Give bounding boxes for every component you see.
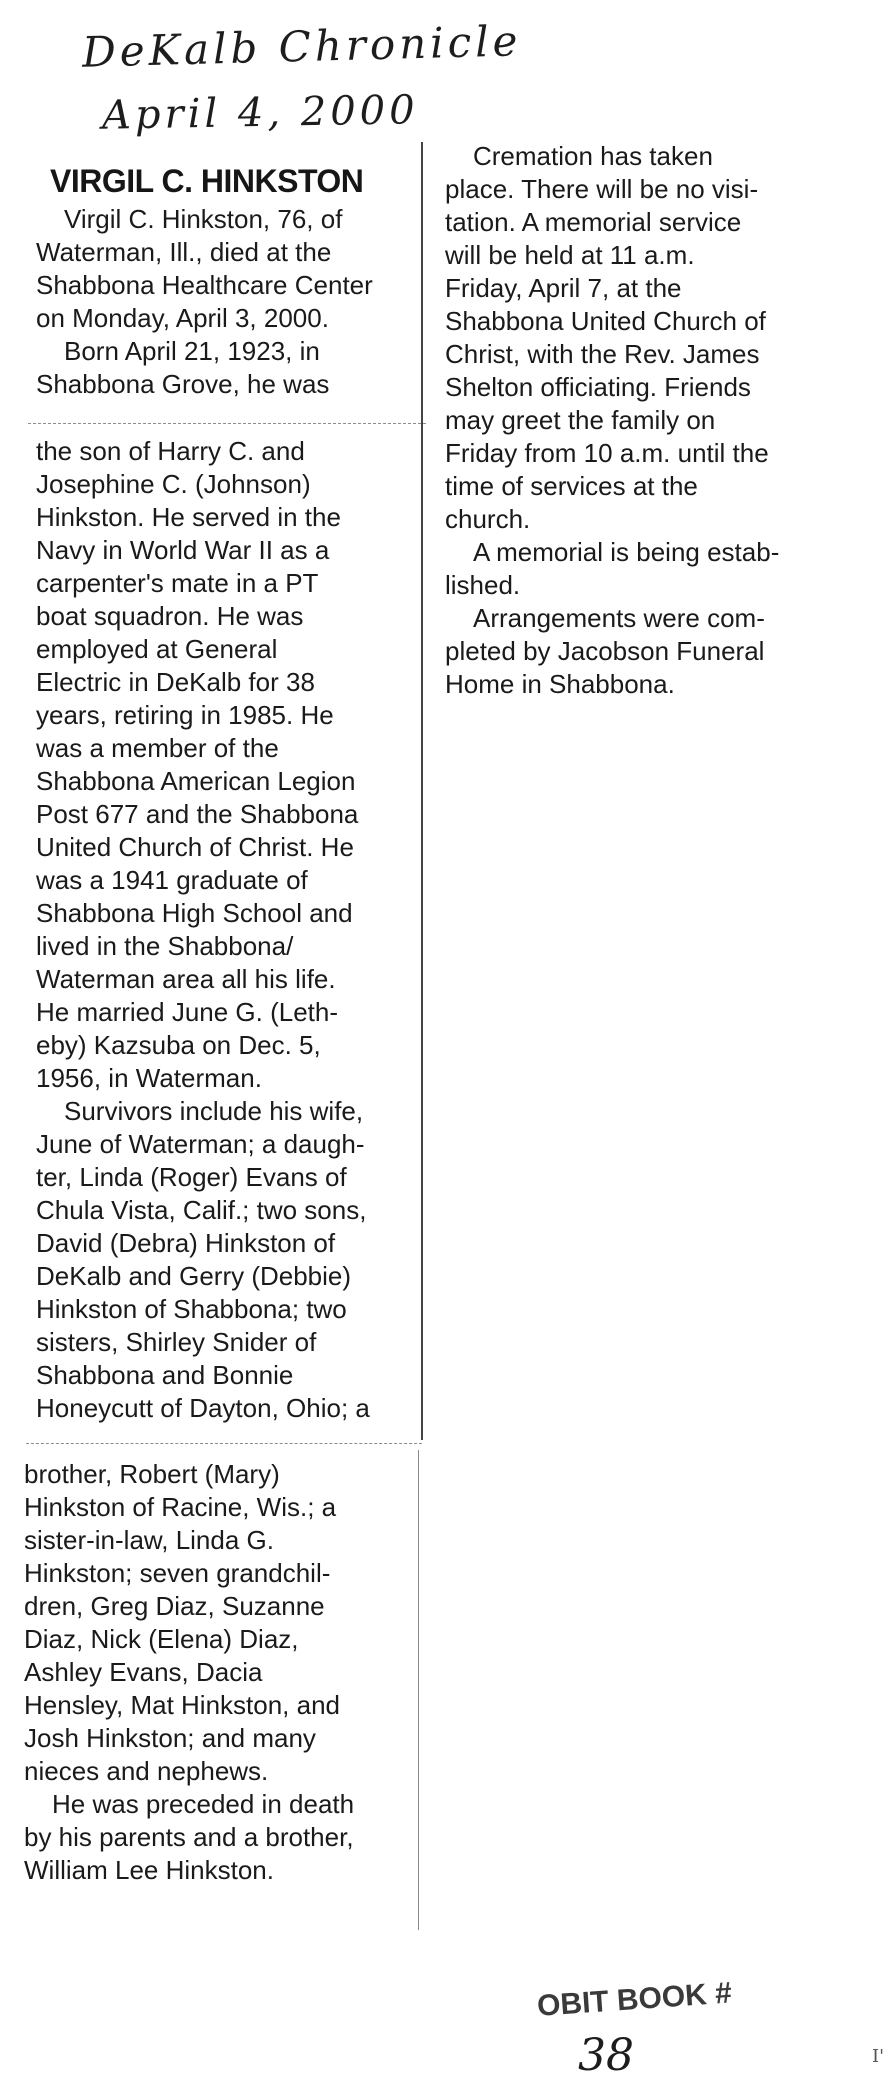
text-line: Diaz, Nick (Elena) Diaz, bbox=[24, 1624, 299, 1654]
text-line: Post 677 and the Shabbona bbox=[36, 799, 359, 829]
text-line: Honeycutt of Dayton, Ohio; a bbox=[36, 1393, 370, 1423]
text-line: Shabbona United Church of bbox=[445, 306, 766, 336]
text-line: brother, Robert (Mary) bbox=[24, 1459, 280, 1489]
text-line: ter, Linda (Roger) Evans of bbox=[36, 1162, 347, 1192]
obit-book-number: 38 bbox=[578, 2030, 634, 2081]
text-line: boat squadron. He was bbox=[36, 601, 304, 631]
text-line: Shabbona Healthcare Center bbox=[36, 270, 373, 300]
text-line: tation. A memorial service bbox=[445, 207, 742, 237]
text-line: Hinkston of Racine, Wis.; a bbox=[24, 1492, 337, 1522]
text-line: Friday, April 7, at the bbox=[445, 273, 682, 303]
text-line: the son of Harry C. and bbox=[36, 436, 305, 466]
text-line: Shabbona and Bonnie bbox=[36, 1360, 294, 1390]
text-line: Born April 21, 1923, in bbox=[64, 336, 320, 366]
text-line: church. bbox=[445, 504, 531, 534]
text-line: pleted by Jacobson Funeral bbox=[445, 636, 765, 666]
text-line: DeKalb and Gerry (Debbie) bbox=[36, 1261, 352, 1291]
text-line: Hinkston; seven grandchil- bbox=[24, 1558, 331, 1588]
column-divider bbox=[418, 1450, 419, 1930]
text-line: lished. bbox=[445, 570, 521, 600]
text-line: Shabbona American Legion bbox=[36, 766, 356, 796]
text-line: Chula Vista, Calif.; two sons, bbox=[36, 1195, 367, 1225]
text-line: sisters, Shirley Snider of bbox=[36, 1327, 317, 1357]
clipping-cut-line bbox=[26, 1443, 422, 1444]
edge-mark: I' bbox=[872, 2046, 885, 2067]
clipping-cut-line bbox=[28, 423, 426, 424]
text-line: 1956, in Waterman. bbox=[36, 1063, 262, 1093]
text-line: Ashley Evans, Dacia bbox=[24, 1657, 263, 1687]
text-line: Friday from 10 a.m. until the bbox=[445, 438, 769, 468]
column-divider bbox=[421, 142, 423, 1440]
text-line: He married June G. (Leth- bbox=[36, 997, 339, 1027]
text-line: place. There will be no visi- bbox=[445, 174, 759, 204]
text-line: Navy in World War II as a bbox=[36, 535, 330, 565]
obituary-headline: VIRGIL C. HINKSTON bbox=[50, 163, 364, 199]
obituary-column-right bbox=[445, 140, 779, 701]
text-line: Virgil C. Hinkston, 76, of bbox=[64, 204, 343, 234]
text-line: on Monday, April 3, 2000. bbox=[36, 303, 329, 333]
text-line: Survivors include his wife, bbox=[64, 1096, 364, 1126]
text-line: was a 1941 graduate of bbox=[36, 865, 308, 895]
text-line: Waterman area all his life. bbox=[36, 964, 336, 994]
text-line: June of Waterman; a daugh- bbox=[36, 1129, 365, 1159]
text-line: A memorial is being estab- bbox=[473, 537, 780, 567]
text-line: eby) Kazsuba on Dec. 5, bbox=[36, 1030, 321, 1060]
text-line: William Lee Hinkston. bbox=[24, 1855, 274, 1885]
text-line: nieces and nephews. bbox=[24, 1756, 269, 1786]
text-line: Shabbona High School and bbox=[36, 898, 353, 928]
text-line: David (Debra) Hinkston of bbox=[36, 1228, 336, 1258]
text-line: sister-in-law, Linda G. bbox=[24, 1525, 274, 1555]
obituary-column-segment-1 bbox=[36, 203, 373, 401]
text-line: Josh Hinkston; and many bbox=[24, 1723, 316, 1753]
text-line: Arrangements were com- bbox=[473, 603, 765, 633]
text-line: He was preceded in death bbox=[52, 1789, 355, 1819]
obit-book-stamp: OBIT BOOK # bbox=[536, 1976, 733, 2023]
text-line: years, retiring in 1985. He bbox=[36, 700, 334, 730]
text-line: lived in the Shabbona/ bbox=[36, 931, 294, 961]
text-line: by his parents and a brother, bbox=[24, 1822, 354, 1852]
text-line: Waterman, Ill., died at the bbox=[36, 237, 332, 267]
text-line: Hinkston of Shabbona; two bbox=[36, 1294, 347, 1324]
text-line: Cremation has taken bbox=[473, 141, 713, 171]
text-line: Electric in DeKalb for 38 bbox=[36, 667, 315, 697]
text-line: was a member of the bbox=[36, 733, 279, 763]
obituary-column-segment-3 bbox=[24, 1458, 354, 1887]
handwritten-date: April 4, 2000 bbox=[101, 87, 419, 139]
text-line: Josephine C. (Johnson) bbox=[36, 469, 311, 499]
text-line: may greet the family on bbox=[445, 405, 716, 435]
text-line: Hensley, Mat Hinkston, and bbox=[24, 1690, 340, 1720]
text-line: Shelton officiating. Friends bbox=[445, 372, 751, 402]
text-line: carpenter's mate in a PT bbox=[36, 568, 319, 598]
obituary-column-segment-2 bbox=[36, 435, 370, 1425]
text-line: dren, Greg Diaz, Suzanne bbox=[24, 1591, 325, 1621]
text-line: Shabbona Grove, he was bbox=[36, 369, 330, 399]
text-line: Home in Shabbona. bbox=[445, 669, 675, 699]
text-line: Hinkston. He served in the bbox=[36, 502, 341, 532]
text-line: Christ, with the Rev. James bbox=[445, 339, 760, 369]
text-line: United Church of Christ. He bbox=[36, 832, 354, 862]
text-line: employed at General bbox=[36, 634, 278, 664]
handwritten-publication: DeKalb Chronicle bbox=[81, 16, 523, 77]
text-line: will be held at 11 a.m. bbox=[445, 240, 695, 270]
text-line: time of services at the bbox=[445, 471, 698, 501]
